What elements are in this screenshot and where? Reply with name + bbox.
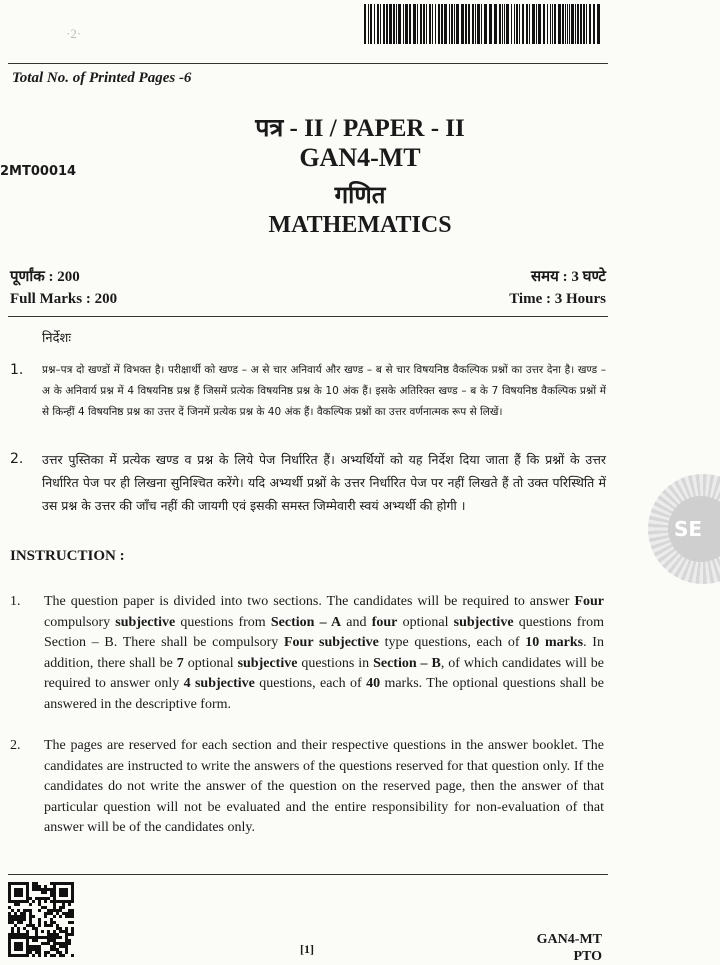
full-marks-hindi: पूर्णांक : 200 — [10, 269, 80, 285]
item-text: उत्तर पुस्तिका में प्रत्येक खण्ड व प्रश्न के लिये पेज निर्धारित हैं। अभ्यर्थियों को यह निर्देश दिया जाता हैं कि प्रश्नों के उत्तर निर्धारित पेज पर ही लिखना सुनिश्चित करेंगे। यदि अभ्यर्थी प्रश्नों के उत्तर निर्धारित पेज पर नहीं लिखते हैं तो उक्त परिस्थिति में उस प्रश्न के उत्तर की जाँच नहीं की जायगी एवं इसकी समस्त जिम्मेवारी स्वयं अभ्यर्थी की होगी । — [42, 452, 606, 513]
paper-code: GAN4-MT — [299, 143, 421, 172]
hindi-instructions-heading: निर्देशः — [42, 331, 71, 346]
hindi-instruction-1 — [10, 360, 606, 423]
watermark-seal — [648, 474, 720, 584]
item-text: प्रश्न–पत्र दो खण्डों में विभक्त है। परीक्षार्थी को खण्ड – अ से चार अनिवार्य और खण्ड – ब से चार विषयनिष्ठ वैकल्पिक प्रश्नों का उत्तर देना है। खण्ड – अ के अनिवार्य प्रश्न में 4 विषयनिष्ठ प्रश्न हैं जिसमें प्रत्येक विषयनिष्ठ प्रश्न के 10 अंक हैं। इसके अतिरिक्त खण्ड – ब के 7 विषयनिष्ठ वैकल्पिक प्रश्नों में से किन्हीं 4 विषयनिष्ठ प्रश्न का उत्तर दें जिनमें प्रत्येक प्रश्न के 40 अंक हैं। वैकल्पिक प्रश्नों का उत्तर वर्णनात्मक रूप से लिखें। — [42, 364, 606, 418]
item-number: 2. — [10, 738, 21, 753]
footer-pto: PTO — [573, 949, 602, 964]
total-printed-pages: Total No. of Printed Pages -6 — [12, 70, 192, 86]
time-allowed: Time : 3 Hours — [509, 291, 606, 307]
item-number: 1. — [10, 362, 24, 378]
marks-rule — [8, 316, 608, 317]
english-instruction-2 — [10, 736, 604, 839]
hindi-instruction-2 — [10, 448, 606, 517]
top-rule — [8, 63, 608, 64]
footer-paper-code: GAN4-MT — [536, 932, 602, 947]
full-marks: Full Marks : 200 — [10, 291, 118, 307]
item-text: The pages are reserved for each section and their respective questions in the answer booklet. The candidates are instructed to write the answers of the questions reserved for that question only. If the candidates do not write the answer of the question on the reserved page, then the answer of that particular question will not be evaluated and the entire responsibility for non-evaluation of that answer will be of the candidates only. — [44, 738, 604, 836]
footer-rule — [8, 874, 608, 875]
barcode — [364, 4, 604, 44]
english-instruction-1 — [10, 592, 604, 716]
seal-text: SE — [668, 496, 720, 562]
roll-code: 2MT00014 — [0, 164, 77, 179]
subject-hindi: गणित — [334, 183, 386, 209]
item-number: 1. — [10, 594, 21, 609]
paper-title: पत्र - II / PAPER - II — [255, 115, 465, 142]
qr-code — [8, 882, 74, 958]
item-number: 2. — [10, 451, 24, 467]
time-hindi: समय : 3 घण्टे — [531, 269, 606, 285]
english-instructions-heading: INSTRUCTION : — [10, 548, 125, 564]
page-smudge: ·2· — [66, 26, 82, 41]
item-text: The question paper is divided into two sections. The candidates will be required to answer Four compulsory subjective questions from Section – A and four optional subjective questions from Section – B. There shall be compulsory Four subjective type questions, each of 10 marks. In addition, there shall be 7 optional subjective questions in Section – B, of which candidates will be required to answer only 4 subjective questions, each of 40 marks. The optional questions shall be answered in the descriptive form. — [44, 594, 605, 712]
page-number: [1] — [300, 942, 314, 956]
subject-title: MATHEMATICS — [268, 212, 452, 238]
